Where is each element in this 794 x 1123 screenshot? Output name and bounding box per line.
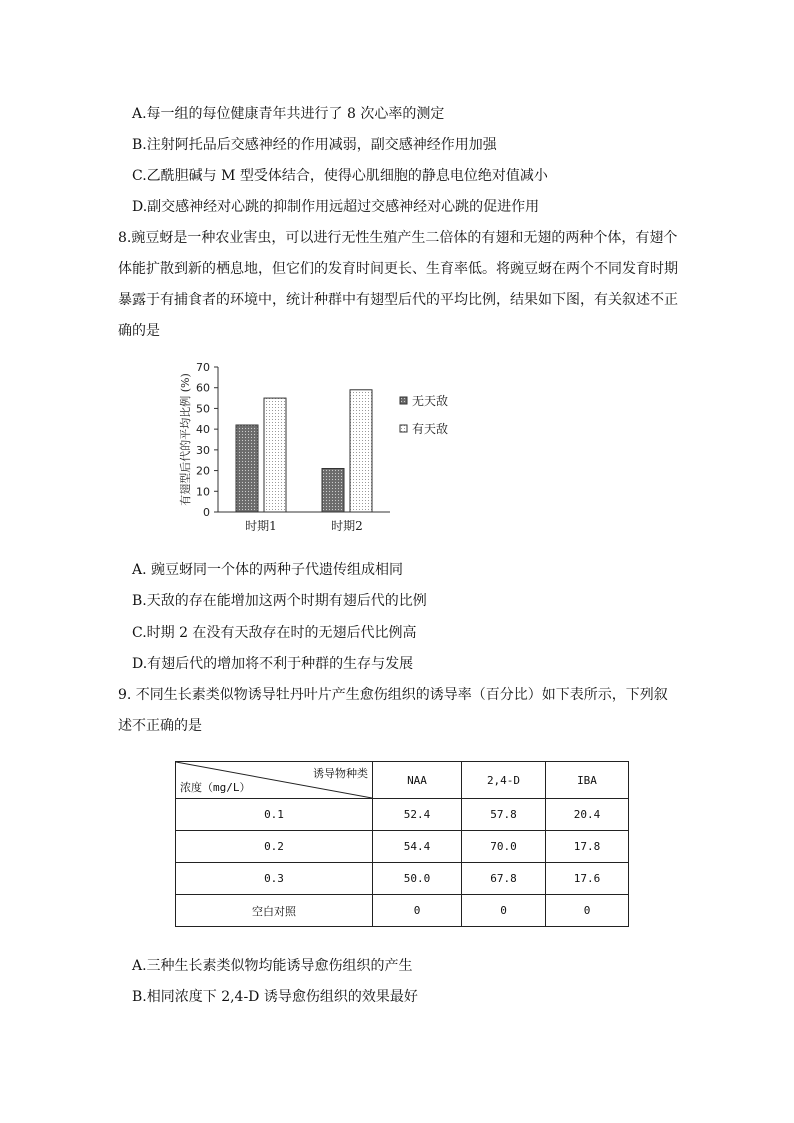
induction-table (175, 761, 629, 927)
row-label: 0.3 (176, 863, 373, 895)
legend-swatch (400, 397, 407, 404)
y-tick-label: 70 (196, 361, 210, 374)
y-tick-label: 0 (203, 506, 210, 519)
col-header: IBA (546, 762, 629, 799)
q7-option-a: A.每一组的每位健康青年共进行了 8 次心率的测定 (132, 106, 445, 122)
table-cell: 54.4 (373, 831, 462, 863)
table-row (176, 799, 629, 831)
x-tick-label: 时期2 (331, 519, 363, 533)
col-header: NAA (373, 762, 462, 799)
bar (322, 469, 344, 513)
q7-option-b: B.注射阿托品后交感神经的作用减弱，副交感神经作用加强 (132, 137, 497, 153)
q7-option-d: D.副交感神经对心跳的抑制作用远超过交感神经对心跳的促进作用 (132, 199, 540, 215)
table-cell: 70.0 (462, 831, 546, 863)
table-cell: 0 (462, 895, 546, 927)
y-tick-label: 50 (196, 402, 210, 416)
q8-stem-line1: 8.豌豆蚜是一种农业害虫，可以进行无性生殖产生二倍体的有翅和无翅的两种个体，有翅个 (118, 230, 678, 246)
table-cell: 0 (546, 895, 629, 927)
q9-option-a: A.三种生长素类似物均能诱导愈伤组织的产生 (132, 958, 413, 974)
y-tick-label: 10 (196, 485, 210, 499)
bar (350, 390, 372, 512)
legend-swatch (400, 425, 407, 432)
corner-bottom-label: 浓度（mg/L） (180, 781, 251, 794)
corner-top-label: 诱导物种类 (313, 767, 368, 780)
bar-chart (160, 355, 490, 545)
q9-option-b: B.相同浓度下 2,4-D 诱导愈伤组织的效果最好 (132, 989, 418, 1005)
bar (236, 425, 258, 512)
bar (264, 398, 286, 512)
table-cell: 17.8 (546, 831, 629, 863)
y-axis-label: 有翅型后代的平均比例 (%) (179, 373, 192, 506)
q9-stem-line2: 述不正确的是 (118, 718, 202, 734)
table-cell: 20.4 (546, 799, 629, 831)
y-tick-label: 60 (196, 381, 210, 395)
col-header: 2,4-D (462, 762, 546, 799)
q8-stem-line2: 体能扩散到新的栖息地，但它们的发育时间更长、生育率低。将豌豆蚜在两个不同发育时期 (118, 261, 678, 277)
table-row (176, 895, 629, 927)
table-corner-cell (176, 762, 373, 799)
table-cell: 17.6 (546, 863, 629, 895)
row-label: 0.2 (176, 831, 373, 863)
q8-stem-line4: 确的是 (118, 323, 160, 339)
y-tick-label: 30 (196, 443, 210, 457)
table-header-row (176, 762, 629, 799)
q7-option-c: C.乙酰胆碱与 M 型受体结合，使得心肌细胞的静息电位绝对值减小 (132, 168, 548, 184)
x-tick-label: 时期1 (245, 519, 277, 533)
legend-label: 无天敌 (412, 394, 449, 408)
q8-option-a: A. 豌豆蚜同一个体的两种子代遗传组成相同 (132, 562, 404, 578)
table-row (176, 863, 629, 895)
table-cell: 50.0 (373, 863, 462, 895)
bar-chart-svg (160, 355, 490, 545)
row-label: 空白对照 (176, 895, 373, 927)
q8-option-d: D.有翅后代的增加将不利于种群的生存与发展 (132, 656, 414, 672)
table-cell: 52.4 (373, 799, 462, 831)
table-cell: 0 (373, 895, 462, 927)
legend-label: 有天敌 (412, 422, 449, 436)
q8-option-c: C.时期 2 在没有天敌存在时的无翅后代比例高 (132, 625, 417, 641)
q8-option-b: B.天敌的存在能增加这两个时期有翅后代的比例 (132, 593, 427, 609)
y-tick-label: 40 (196, 423, 210, 437)
row-label: 0.1 (176, 799, 373, 831)
y-tick-label: 20 (196, 464, 210, 478)
q8-stem-line3: 暴露于有捕食者的环境中，统计种群中有翅型后代的平均比例，结果如下图，有关叙述不正 (118, 292, 678, 308)
table-row (176, 831, 629, 863)
table-cell: 67.8 (462, 863, 546, 895)
q9-stem-line1: 9. 不同生长素类似物诱导牡丹叶片产生愈伤组织的诱导率（百分比）如下表所示，下列叙 (118, 687, 668, 703)
table-cell: 57.8 (462, 799, 546, 831)
